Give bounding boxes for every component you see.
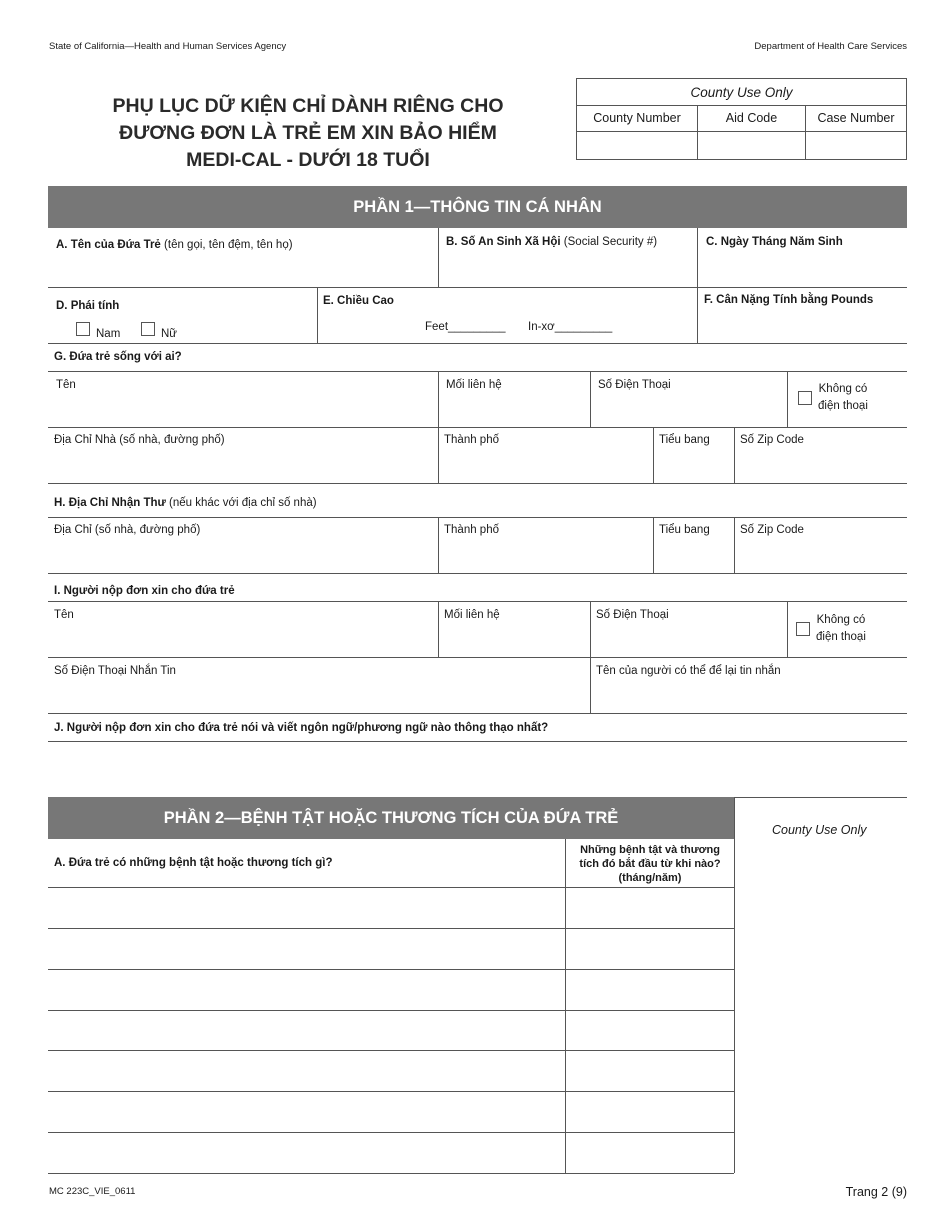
applicant-name-label: Tên xyxy=(54,609,74,621)
applicant-name-field[interactable] xyxy=(54,608,74,622)
onset-date-input-row[interactable] xyxy=(566,1092,734,1132)
weight-field[interactable] xyxy=(704,293,873,307)
applicant-heading: I. Người nộp đơn xin cho đứa trẻ xyxy=(54,585,235,597)
department-name: Department of Health Care Services xyxy=(754,41,907,52)
home-zip-label: Số Zip Code xyxy=(740,434,804,446)
language-field[interactable] xyxy=(48,741,907,742)
condition-input-row[interactable] xyxy=(48,1011,565,1050)
home-zip-field[interactable] xyxy=(740,433,804,447)
mailing-zip-label: Số Zip Code xyxy=(740,524,804,536)
title-line-1: PHỤ LỤC DỮ KIỆN CHỈ DÀNH RIÊNG CHO xyxy=(112,95,504,117)
onset-date-input-row[interactable] xyxy=(566,929,734,969)
applicant-relation-field[interactable] xyxy=(444,608,500,622)
gender-male-label: Nam xyxy=(96,328,121,340)
case-number-label: Case Number xyxy=(817,111,895,125)
mailing-address-label: Địa Chỉ (số nhà, đường phố) xyxy=(54,524,201,536)
message-contact-label: Tên của người có thể để lại tin nhắn xyxy=(596,665,781,677)
mailing-state-label: Tiểu bang xyxy=(659,524,710,536)
title-line-3: MEDI-CAL - DƯỚI 18 TUỔI xyxy=(186,149,430,171)
child-name-field[interactable] xyxy=(56,238,293,252)
aid-code-cell[interactable] xyxy=(698,106,806,159)
mailing-address-heading: H. Địa Chỉ Nhận Thư (nếu khác với địa chỉ số nhà) xyxy=(54,497,317,509)
agency-name: State of California—Health and Human Services Agency xyxy=(49,41,287,52)
mailing-address-field[interactable] xyxy=(54,523,200,537)
ssn-hint: (Social Security #) xyxy=(563,236,658,248)
home-state-field[interactable] xyxy=(659,433,710,447)
birth-date-field[interactable] xyxy=(706,235,843,249)
lives-with-name-field[interactable] xyxy=(56,378,76,392)
home-state-label: Tiểu bang xyxy=(659,434,710,446)
mailing-city-label: Thành phố xyxy=(444,524,499,536)
lives-with-label: G. Đứa trẻ sống với ai? xyxy=(54,351,182,363)
applicant-relation-label: Mối liên hệ xyxy=(444,609,500,621)
gender-female-label: Nữ xyxy=(161,328,178,340)
text-phone-label: Số Điện Thoại Nhắn Tin xyxy=(54,665,176,677)
county-number-cell[interactable] xyxy=(577,106,698,159)
home-address-field[interactable] xyxy=(54,433,225,447)
mailing-state-field[interactable] xyxy=(659,523,710,537)
mailing-city-field[interactable] xyxy=(444,523,499,537)
message-contact-field[interactable] xyxy=(596,664,781,678)
onset-date-input-row[interactable] xyxy=(566,888,734,928)
applicant-phone-field[interactable] xyxy=(596,608,669,622)
ssn-label: B. Số An Sinh Xã Hội xyxy=(446,236,561,248)
home-address-label: Địa Chỉ Nhà (số nhà, đường phố) xyxy=(54,434,225,446)
height-label: E. Chiều Cao xyxy=(323,295,394,307)
onset-date-input-row[interactable] xyxy=(566,970,734,1010)
onset-date-input-row[interactable] xyxy=(566,1133,734,1173)
lives-with-no-phone-label: Không có điện thoại xyxy=(818,383,868,412)
lives-with-relation-field[interactable] xyxy=(446,378,502,392)
aid-code-label: Aid Code xyxy=(725,111,778,125)
height-feet-field[interactable]: Feet_________ xyxy=(425,321,506,333)
onset-date-input-row[interactable] xyxy=(566,1051,734,1091)
ssn-field[interactable] xyxy=(446,235,657,249)
condition-input-row[interactable] xyxy=(48,929,565,969)
child-name-hint: (tên gọi, tên đệm, tên họ) xyxy=(164,239,293,251)
condition-input-row[interactable] xyxy=(48,1133,565,1173)
applicant-no-phone-label: Không có điện thoại xyxy=(816,614,866,643)
birth-date-label: C. Ngày Tháng Năm Sinh xyxy=(706,236,843,248)
condition-input-row[interactable] xyxy=(48,1051,565,1091)
lives-with-name-label: Tên xyxy=(56,379,76,391)
child-name-label: A. Tên của Đứa Trẻ xyxy=(56,239,161,251)
applicant-phone-label: Số Điện Thoại xyxy=(596,609,669,621)
gender-label: D. Phái tính xyxy=(56,300,120,312)
page-number: Trang 2 (9) xyxy=(845,1185,907,1199)
section1-heading: PHẦN 1—THÔNG TIN CÁ NHÂN xyxy=(48,186,907,228)
conditions-label: A. Đứa trẻ có những bệnh tật hoặc thương tích gì? xyxy=(54,857,333,869)
onset-date-label: Những bệnh tật và thương tích đó bắt đầu từ khi nào? (tháng/năm) xyxy=(579,844,721,884)
language-label: J. Người nộp đơn xin cho đứa trẻ nói và viết ngôn ngữ/phương ngữ nào thông thạo nhất? xyxy=(54,722,549,734)
weight-label: F. Cân Nặng Tính bằng Pounds xyxy=(704,294,874,306)
mailing-zip-field[interactable] xyxy=(740,523,804,537)
height-inch-field[interactable]: In-xơ_________ xyxy=(528,321,613,333)
onset-date-input-row[interactable] xyxy=(566,1011,734,1050)
form-id: MC 223C_VIE_0611 xyxy=(49,1186,136,1197)
condition-input-row[interactable] xyxy=(48,888,565,928)
lives-with-no-phone-checkbox[interactable] xyxy=(798,391,812,405)
condition-input-row[interactable] xyxy=(48,1092,565,1132)
home-city-label: Thành phố xyxy=(444,434,499,446)
title-line-2: ĐƯƠNG ĐƠN LÀ TRẺ EM XIN BẢO HIỂM xyxy=(119,122,497,144)
gender-male-checkbox[interactable] xyxy=(76,322,90,336)
applicant-no-phone-checkbox[interactable] xyxy=(796,622,810,636)
page-title xyxy=(48,93,568,174)
county-use-only-label: County Use Only xyxy=(772,823,867,837)
condition-input-row[interactable] xyxy=(48,970,565,1010)
section2-heading: PHẦN 2—BỆNH TẬT HOẶC THƯƠNG TÍCH CỦA ĐỨA TRẺ xyxy=(48,797,734,839)
gender-female-checkbox[interactable] xyxy=(141,322,155,336)
home-city-field[interactable] xyxy=(444,433,499,447)
lives-with-phone-field[interactable] xyxy=(598,378,671,392)
case-number-cell[interactable] xyxy=(806,106,906,159)
text-phone-field[interactable] xyxy=(54,664,176,678)
table-row-border xyxy=(48,1173,734,1174)
lives-with-relation-label: Mối liên hệ xyxy=(446,379,502,391)
county-number-label: County Number xyxy=(593,111,681,125)
county-use-title: County Use Only xyxy=(577,79,906,106)
lives-with-phone-label: Số Điện Thoại xyxy=(598,379,671,391)
county-use-box xyxy=(576,78,907,160)
